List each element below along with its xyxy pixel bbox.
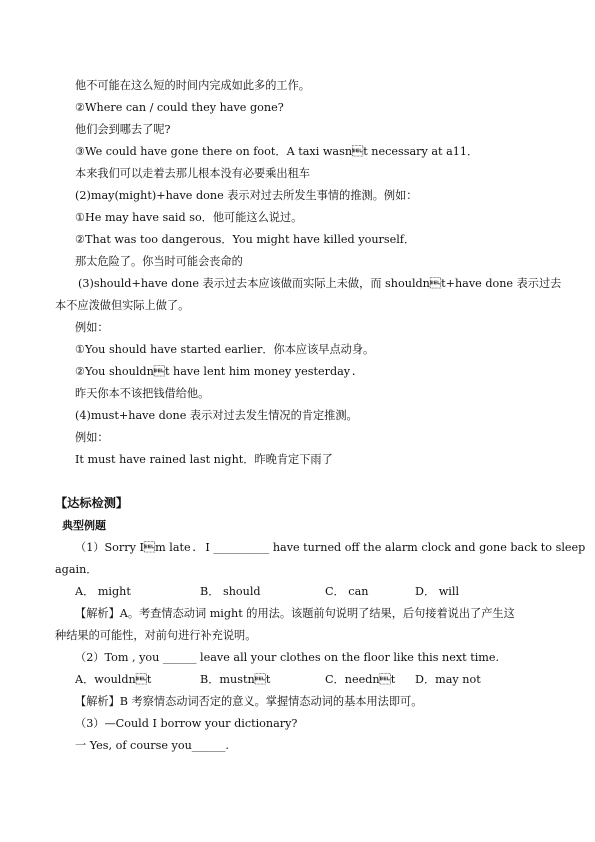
text-line: (2)may(might)+have done 表示对过去所发生事情的推测。例如： xyxy=(75,189,418,202)
question-1: （1）Sorry Im late． I __________ have turned off the alarm clock and gone back to sleep xyxy=(75,541,586,554)
question-1-cont: again． xyxy=(55,563,98,576)
text-line: 他不可能在这么短的时间内完成如此多的工作。 xyxy=(75,79,310,92)
question-2: （2）Tom , you ______ leave all your clothes on the floor like this next time. xyxy=(75,651,500,664)
q2-option-c: C．neednt xyxy=(325,673,396,686)
text-line: (3)should+have done 表示过去本应该做而实际上未做，而 shouldnt+have done 表示过去 xyxy=(78,277,562,290)
text-line: 例如： xyxy=(75,431,109,444)
question-3: （3）—Could I borrow your dictionary? xyxy=(75,717,298,730)
text-line: ①He may have said so．他可能这么说过。 xyxy=(75,211,303,224)
question-3-answer: 一 Yes, of course you______. xyxy=(75,739,229,752)
q1-option-c: C． can xyxy=(325,585,369,598)
q1-option-d: D． will xyxy=(415,585,460,598)
text-line: 本不应泼做但实际上做了。 xyxy=(55,299,190,312)
text-line: 例如： xyxy=(75,321,109,334)
q2-analysis: 【解析】B 考察情态动词否定的意义。掌握情态动词的基本用法即可。 xyxy=(75,695,423,708)
q2-option-d: D．may not xyxy=(415,673,481,686)
q2-option-b: B．mustnt xyxy=(200,673,271,686)
text-line: 他们会到哪去了呢? xyxy=(75,123,171,136)
q1-option-a: A． might xyxy=(75,585,131,598)
text-line: ②You shouldnt have lent him money yesterday． xyxy=(75,365,362,378)
text-line: ②Where can / could they have gone? xyxy=(75,101,284,114)
q1-option-b: B． should xyxy=(200,585,261,598)
text-line: ②That was too dangerous．You might have killed yourself． xyxy=(75,233,416,246)
text-line: It must have rained last night．昨晚肯定下雨了 xyxy=(75,453,333,466)
text-line: (4)must+have done 表示对过去发生情况的肯定推测。 xyxy=(75,409,358,422)
q1-analysis-cont: 种结果的可能性，对前句进行补充说明。 xyxy=(55,629,257,642)
section-subheading: 典型例题 xyxy=(62,519,106,532)
text-line: 本来我们可以走着去那儿根本没有必要乘出租车 xyxy=(75,167,310,180)
text-line: 昨天你本不该把钱借给他。 xyxy=(75,387,210,400)
text-line: ③We could have gone there on foot．A taxi wasnt necessary at a11． xyxy=(75,145,479,158)
text-line: 那太危险了。你当时可能会丧命的 xyxy=(75,255,243,268)
text-line: ①You should have started earlier．你本应该早点动身。 xyxy=(75,343,375,356)
q1-analysis: 【解析】A。考查情态动词 might 的用法。该题前句说明了结果，后句接着说出了产生这 xyxy=(75,607,515,620)
q2-option-a: A．wouldnt xyxy=(75,673,152,686)
section-heading: 【达标检测】 xyxy=(55,496,129,510)
